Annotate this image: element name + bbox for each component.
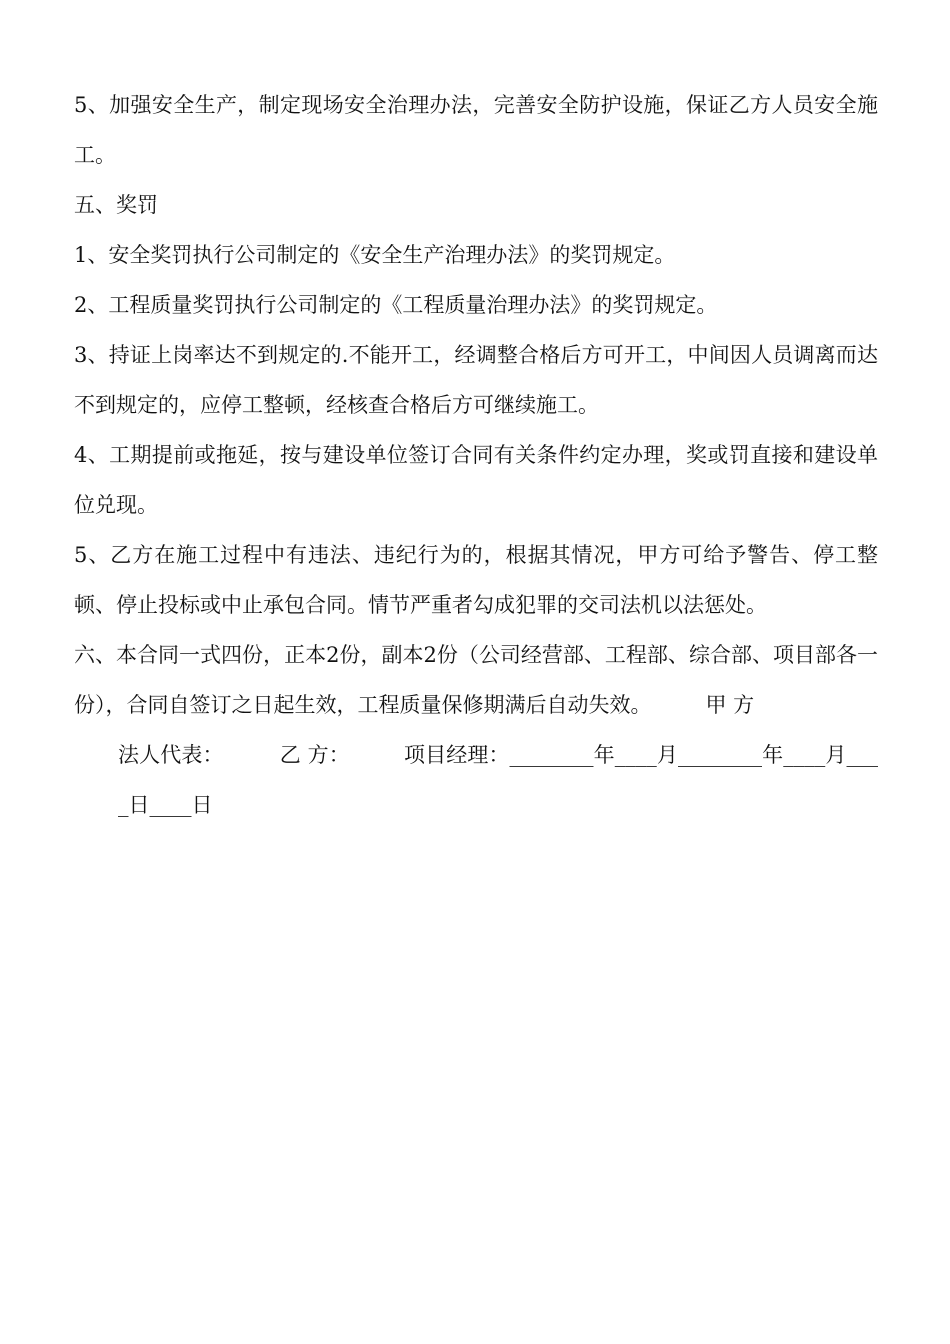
- paragraph-safety-rewards: 1、安全奖罚执行公司制定的《安全生产治理办法》的奖罚规定。: [74, 243, 676, 267]
- signature-party-a: 甲 方: [705, 693, 755, 717]
- signature-party-b: 乙 方：: [279, 743, 350, 767]
- document-page: [74, 80, 878, 830]
- signature-block: [74, 730, 878, 830]
- paragraph-quality-rewards: 2、工程质量奖罚执行公司制定的《工程质量治理办法》的奖罚规定。: [74, 293, 718, 317]
- paragraph-safety-measures: 5、加强安全生产，制定现场安全治理办法，完善安全防护设施，保证乙方人员安全施工。: [74, 93, 878, 167]
- paragraph-certification-rate: 3、持证上岗率达不到规定的.不能开工，经调整合格后方可开工，中间因人员调离而达不到规定的，应停工整顿，经核查合格后方可继续施工。: [74, 343, 878, 417]
- signature-project-manager-dates: 项目经理：________年____月________年____月____日____日: [118, 743, 878, 817]
- signature-legal-rep: 法人代表：: [118, 743, 224, 767]
- paragraph-contract-copies: [74, 630, 878, 730]
- paragraph-violations: 5、乙方在施工过程中有违法、违纪行为的，根据其情况，甲方可给予警告、停工整顿、停止投标或中止承包合同。情节严重者勾成犯罪的交司法机以法惩处。: [74, 543, 878, 617]
- paragraph-schedule: 4、工期提前或拖延，按与建设单位签订合同有关条件约定办理，奖或罚直接和建设单位兑现。: [74, 443, 878, 517]
- contract-copies-text: 六、本合同一式四份，正本2份，副本2份（公司经营部、工程部、综合部、项目部各一份），合同自签订之日起生效，工程质量保修期满后自动失效。: [74, 643, 878, 717]
- section-heading-rewards-penalties: 五、奖罚: [74, 193, 158, 217]
